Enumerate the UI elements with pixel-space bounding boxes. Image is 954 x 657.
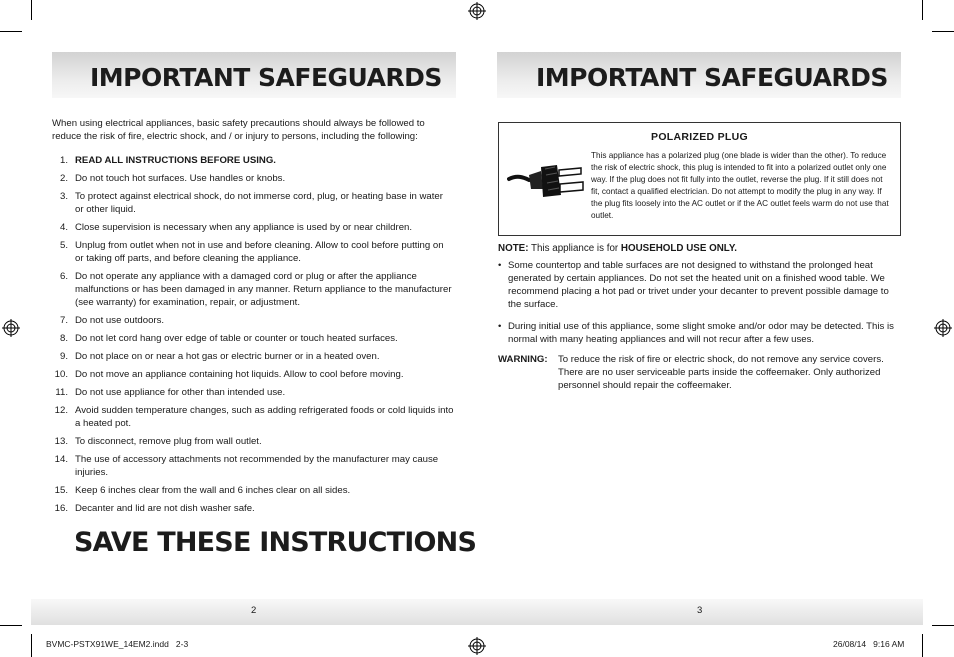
bullet-list (498, 259, 900, 311)
crop-mark (922, 0, 923, 20)
note-label: NOTE: (498, 243, 529, 254)
item-text: Do not let cord hang over edge of table or counter or touch heated surfaces. (75, 333, 398, 344)
item-number: 3. (59, 191, 68, 202)
item-text: Avoid sudden temperature changes, such as adding refrigerated foods or cold liquids into a heated pot. (75, 405, 454, 429)
footer-bar (31, 599, 923, 625)
crop-mark (922, 634, 923, 657)
item-text: Do not touch hot surfaces. Use handles or knobs. (75, 173, 286, 184)
list-item (498, 259, 900, 311)
item-number: 4. (59, 222, 68, 233)
polarized-plug-box (498, 122, 901, 236)
safeguard-item (52, 350, 454, 363)
page-title: IMPORTANT SAFEGUARDS (536, 63, 888, 92)
item-text: Close supervision is necessary when any appliance is used by or near children. (75, 222, 413, 233)
note-emphasis: HOUSEHOLD USE ONLY. (620, 243, 738, 254)
registration-mark-icon (468, 2, 486, 20)
item-text: Unplug from outlet when not in use and before cleaning. Allow to cool before putting on or taking off parts, and before cleaning the appliance. (75, 240, 444, 264)
item-number: 11. (55, 387, 68, 398)
item-text: Keep 6 inches clear from the wall and 6 inches clear on all sides. (75, 485, 351, 496)
safeguard-item (52, 502, 454, 515)
item-text: Do not place on or near a hot gas or electric burner or in a heated oven. (75, 351, 380, 362)
item-number: 16. (54, 503, 68, 514)
item-text: Decanter and lid are not dish washer safe. (75, 503, 255, 514)
item-number: 10. (54, 369, 68, 380)
registration-mark-icon (468, 637, 486, 655)
crop-mark (932, 625, 954, 626)
item-number: 13. (54, 436, 68, 447)
bullet-text: During initial use of this appliance, some slight smoke and/or odor may be detected. This is normal with many heating appliances and will not recur after a few uses. (508, 321, 894, 345)
item-number: 12. (54, 405, 68, 416)
item-number: 14. (54, 454, 68, 465)
item-number: 15. (54, 485, 68, 496)
safeguard-item (52, 368, 454, 381)
warning-block (498, 353, 898, 392)
page-title: IMPORTANT SAFEGUARDS (90, 63, 442, 92)
page-number-left: 2 (251, 605, 257, 616)
item-number: 1. (59, 155, 68, 166)
crop-mark (0, 625, 22, 626)
bullet-text: Some countertop and table surfaces are not designed to withstand the prolonged heat generated by certain appliances. Do not set the heated unit on a finished wood table. We recommend placing a hot pad or trivet under your decanter to prevent possible damage to the surface. (508, 260, 889, 310)
item-text: READ ALL INSTRUCTIONS BEFORE USING. (75, 155, 276, 166)
intro-paragraph: When using electrical appliances, basic safety precautions should always be followed to reduce the risk of fire, electric shock, and / or injury to persons, including the following: (52, 118, 425, 142)
item-text: Do not use outdoors. (75, 315, 165, 326)
safeguard-item (52, 484, 454, 497)
safeguards-list (52, 154, 454, 520)
safeguard-item (52, 154, 454, 167)
bullet-icon: • (498, 260, 502, 271)
item-number: 5. (59, 240, 68, 251)
note-text: This appliance is for (531, 243, 619, 254)
page-number-right: 3 (697, 605, 703, 616)
title-banner-right (497, 52, 901, 98)
warning-text: To reduce the risk of fire or electric shock, do not remove any service covers. There are no user serviceable parts inside the coffeemaker. Only authorized personnel should repair the coffeemaker. (558, 354, 884, 391)
plug-box-text: This appliance has a polarized plug (one blade is wider than the other). To reduce the risk of electric shock, this plug is intended to fit into a polarized outlet only one way. If the plug does not fit fully into the outlet, reverse the plug. If it still does not fit, contact a qualified electrician. Do not attempt to modify the plug in any way. If the plug fits loosely into the AC outlet or if the AC outlet feels warm do not use that outlet. (591, 151, 889, 221)
list-item (498, 320, 900, 346)
bullet-list (498, 320, 900, 346)
plug-box-heading: POLARIZED PLUG (651, 131, 748, 143)
save-instructions-heading: SAVE THESE INSTRUCTIONS (74, 527, 477, 558)
safeguard-item (52, 239, 454, 265)
slug-timestamp: 26/08/14 9:16 AM (833, 639, 905, 649)
title-banner-left (52, 52, 456, 98)
safeguard-item (52, 314, 454, 327)
bullet-icon: • (498, 321, 502, 332)
item-text: Do not use appliance for other than intended use. (75, 387, 286, 398)
safeguard-item (52, 270, 454, 309)
item-text: Do not move an appliance containing hot liquids. Allow to cool before moving. (75, 369, 404, 380)
item-number: 8. (59, 333, 68, 344)
safeguard-item (52, 332, 454, 345)
safeguard-item (52, 221, 454, 234)
crop-mark (0, 31, 22, 32)
item-text: To disconnect, remove plug from wall outlet. (75, 436, 262, 447)
item-text: To protect against electrical shock, do not immerse cord, plug, or heating base in water or other liquid. (75, 191, 443, 215)
item-number: 7. (59, 315, 68, 326)
crop-mark (31, 634, 32, 657)
item-number: 2. (59, 173, 68, 184)
note-line (498, 243, 737, 254)
safeguard-item (52, 435, 454, 448)
item-number: 9. (59, 351, 68, 362)
safeguard-item (52, 172, 454, 185)
safeguard-item (52, 190, 454, 216)
safeguard-item (52, 386, 454, 399)
registration-mark-icon (934, 319, 952, 337)
crop-mark (31, 0, 32, 20)
item-text: Do not operate any appliance with a damaged cord or plug or after the appliance malfunctions or has been damaged in any manner. Return appliance to the manufacturer (see warranty) for examination, repair, or adjustment. (75, 271, 452, 308)
safeguard-item (52, 453, 454, 479)
item-number: 6. (59, 271, 68, 282)
polarized-plug-icon (507, 153, 587, 208)
registration-mark-icon (2, 319, 20, 337)
safeguard-item (52, 404, 454, 430)
warning-label: WARNING: (498, 354, 548, 365)
crop-mark (932, 31, 954, 32)
item-text: The use of accessory attachments not recommended by the manufacturer may cause injuries. (75, 454, 439, 478)
slug-filename: BVMC-PSTX91WE_14EM2.indd 2-3 (46, 639, 189, 649)
